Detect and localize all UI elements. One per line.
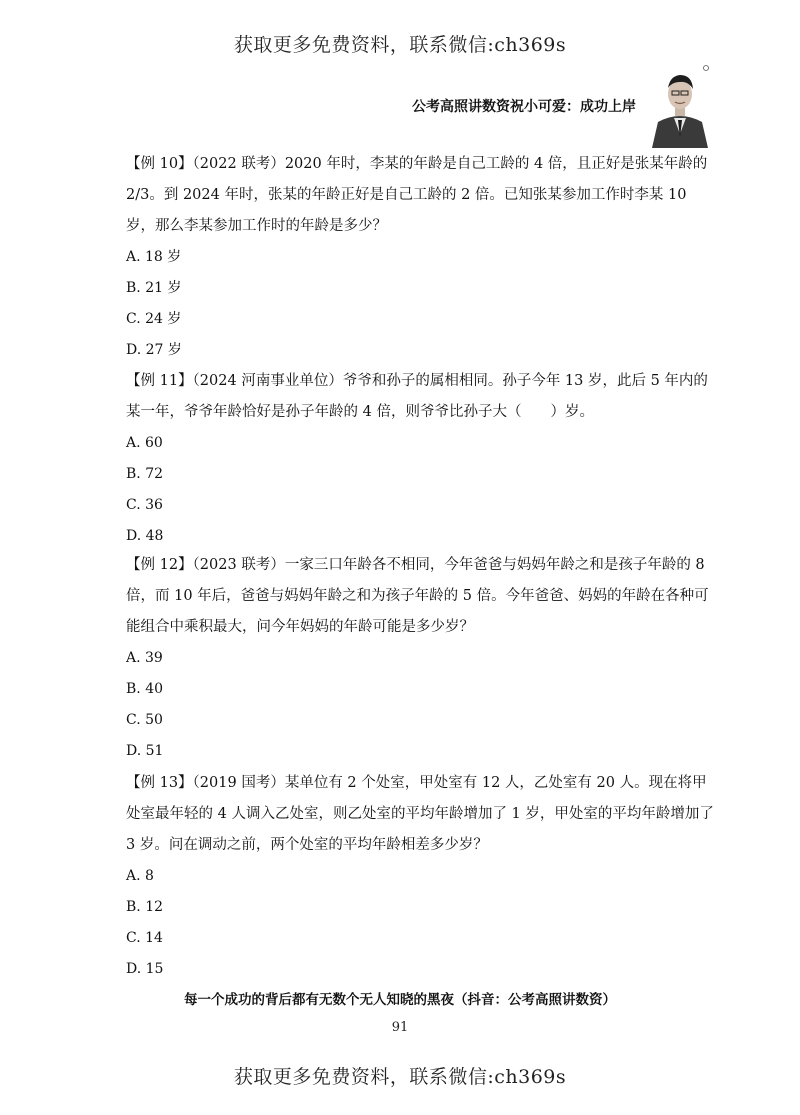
question-stem: 【例 12】（2023 联考）一家三口年龄各不相同，今年爸爸与妈妈年龄之和是孩子年龄的 8 倍，而 10 年后，爸爸与妈妈年龄之和为孩子年龄的 5 倍。今年爸爸、妈妈的年龄在各种可能组合中乘积最大，问今年妈妈的年龄可能是多少岁？ [126, 557, 709, 635]
option-b: B. 40 [126, 681, 164, 697]
option-c: C. 14 [126, 930, 163, 946]
question-stem: 【例 13】（2019 国考）某单位有 2 个处室，甲处室有 12 人，乙处室有 20 人。现在将甲处室最年轻的 4 人调入乙处室，则乙处室的平均年龄增加了 1 岁，甲处室的平均年龄增加了 3 岁。问在调动之前，两个处室的平均年龄相差多少岁？ [126, 775, 714, 853]
option-a: A. 8 [126, 868, 154, 884]
question-stem: 【例 11】（2024 河南事业单位）爷爷和孙子的属相相同。孙子今年 13 岁，此后 5 年内的某一年，爷爷年龄恰好是孙子年龄的 4 倍，则爷爷比孙子大（ ）岁。 [126, 373, 708, 420]
bottom-watermark: 获取更多免费资料，联系微信:ch369s [233, 1066, 567, 1088]
question-example-12 [126, 550, 716, 767]
option-a: A. 60 [126, 435, 163, 451]
top-watermark: 获取更多免费资料，联系微信:ch369s [233, 34, 567, 56]
option-b: B. 72 [126, 466, 164, 482]
presenter-portrait-icon [648, 62, 712, 148]
option-d: D. 15 [126, 961, 164, 977]
option-d: D. 51 [126, 743, 164, 759]
author-caption: 公考高照讲数资祝小可爱：成功上岸 [412, 99, 636, 115]
footer-slogan: 每一个成功的背后都有无数个无人知晓的黑夜（抖音：公考高照讲数资） [184, 992, 616, 1008]
option-b: B. 12 [126, 899, 164, 915]
question-example-13 [126, 768, 716, 985]
option-c: C. 50 [126, 712, 163, 728]
option-a: A. 18 岁 [126, 249, 182, 265]
page-number: 91 [391, 1020, 409, 1035]
option-c: C. 24 岁 [126, 311, 182, 327]
option-b: B. 21 岁 [126, 280, 182, 296]
option-c: C. 36 [126, 497, 163, 513]
option-a: A. 39 [126, 650, 163, 666]
question-example-11 [126, 366, 716, 552]
question-example-10 [126, 149, 716, 366]
option-d: D. 48 [126, 528, 164, 544]
option-d: D. 27 岁 [126, 342, 182, 358]
question-stem: 【例 10】（2022 联考）2020 年时，李某的年龄是自己工龄的 4 倍，且正好是张某年龄的 2/3。到 2024 年时，张某的年龄正好是自己工龄的 2 倍。已知张某参加工作时李某 10 岁，那么李某参加工作时的年龄是多少？ [126, 156, 708, 234]
